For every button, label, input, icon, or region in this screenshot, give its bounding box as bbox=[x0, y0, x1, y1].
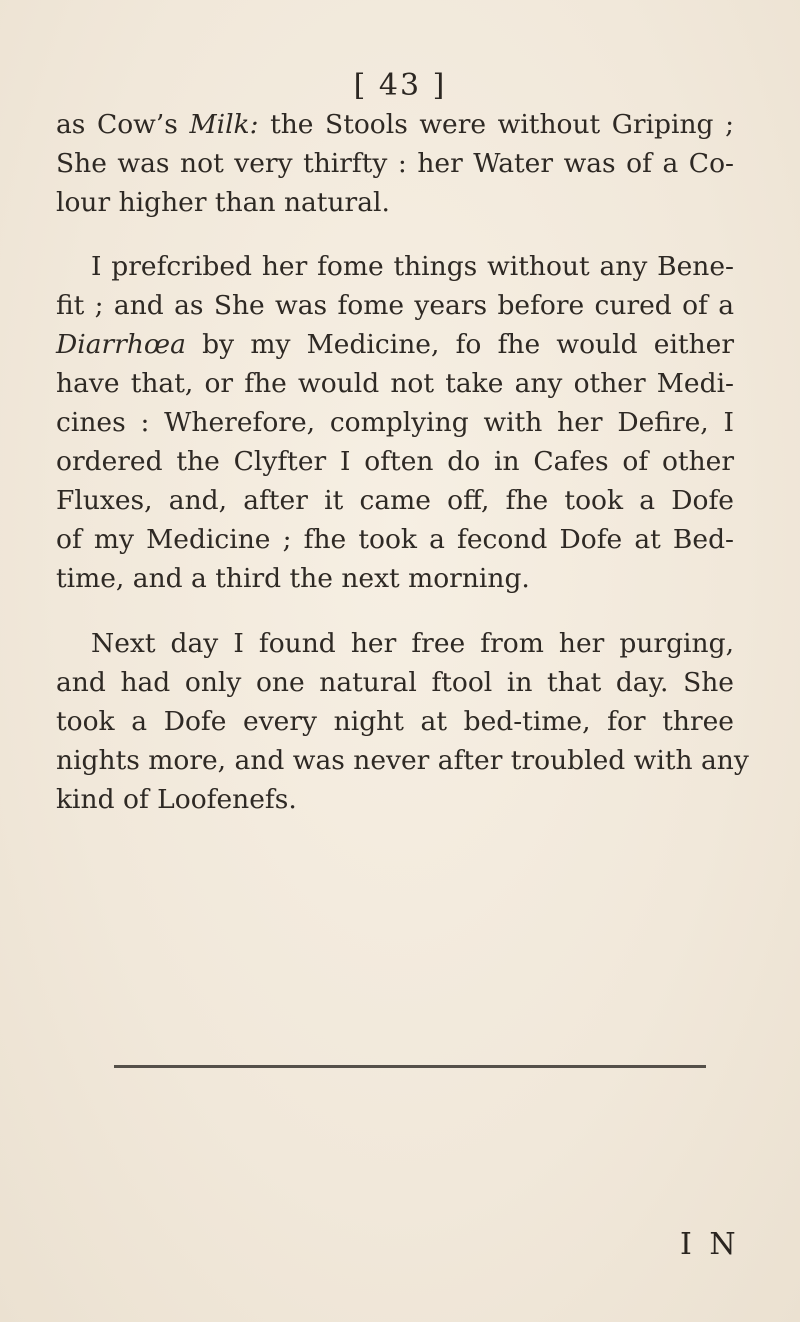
text-line: took a Dofe every night at bed-time, for three bbox=[56, 706, 734, 737]
text-line: fit ; and as She was fome years before cured of a bbox=[56, 290, 734, 321]
text-line: of my Medicine ; fhe took a fecond Dofe at Bed- bbox=[56, 524, 734, 555]
text-line: She was not very thirfty : her Water was of a Co- bbox=[56, 148, 734, 179]
text-line: time, and a third the next morning. bbox=[56, 563, 530, 594]
text-line: Diarrhœa by my Medicine, fo fhe would either bbox=[56, 329, 734, 360]
text-line: I prefcribed her fome things without any Bene- bbox=[91, 251, 734, 282]
text-line: lour higher than natural. bbox=[56, 187, 390, 218]
text-line: Fluxes, and, after it came off, fhe took a Dofe bbox=[56, 485, 734, 516]
page-number: [ 43 ] bbox=[353, 68, 447, 103]
text-line: nights more, and was never after troubled with any bbox=[56, 745, 749, 776]
text-line: cines : Wherefore, complying with her Defire, I bbox=[56, 407, 734, 438]
text-line: as Cow’s Milk: the Stools were without Griping ; bbox=[56, 109, 735, 140]
text-line: Next day I found her free from her purging, bbox=[91, 628, 734, 659]
section-divider bbox=[114, 1065, 706, 1068]
catchword: I N bbox=[680, 1227, 740, 1262]
text-line: ordered the Clyfter I often do in Cafes of other bbox=[56, 446, 734, 477]
text-line: kind of Loofenefs. bbox=[56, 784, 297, 815]
text-line: have that, or fhe would not take any other Medi- bbox=[56, 368, 734, 399]
text-line: and had only one natural ftool in that day. She bbox=[56, 667, 734, 698]
